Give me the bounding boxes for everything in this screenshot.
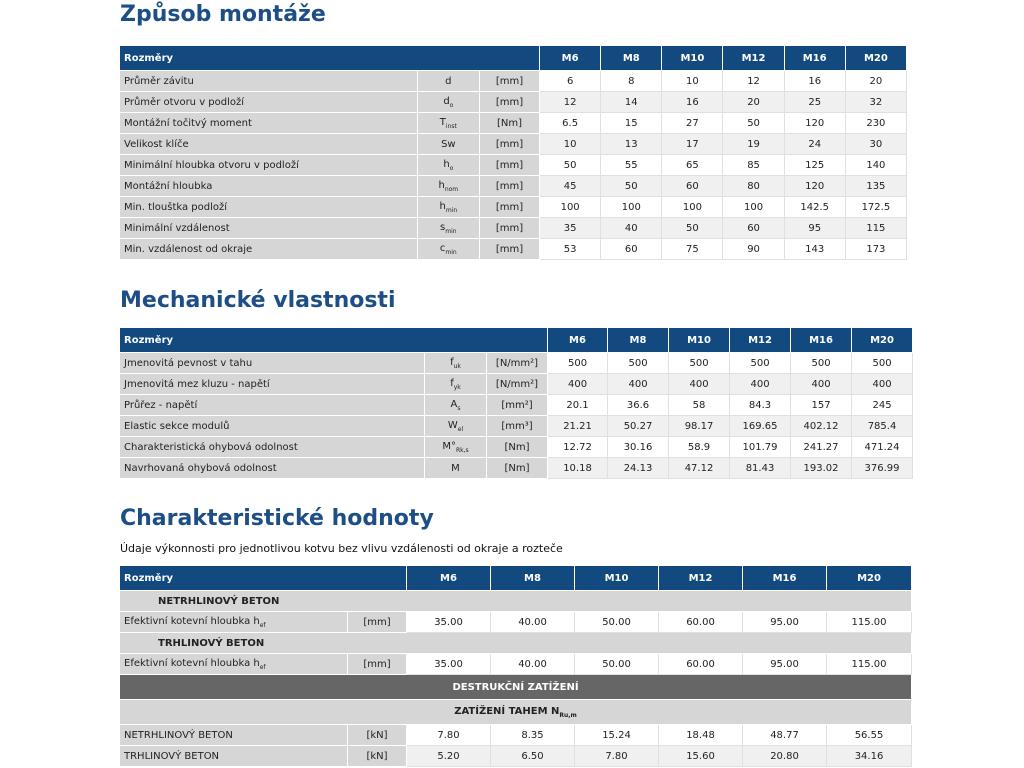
row-label-text: Efektivní kotevní hloubka h xyxy=(124,657,260,669)
row-label: Minimální hloubka otvoru v podloží xyxy=(120,155,418,176)
header-size: M6 xyxy=(407,566,491,591)
value-cell: 27 xyxy=(662,113,723,134)
value-cell: 400 xyxy=(608,374,669,395)
symbol: M° xyxy=(442,440,456,452)
value-cell: 7.80 xyxy=(407,725,491,746)
symbol-subscript: min xyxy=(445,248,457,256)
symbol: d xyxy=(443,95,450,107)
value-cell: 8.35 xyxy=(491,725,575,746)
value-cell: 500 xyxy=(669,353,730,374)
value-cell: 100 xyxy=(723,197,784,218)
header-size: M16 xyxy=(743,566,827,591)
value-cell: 115.00 xyxy=(827,612,912,633)
symbol-subscript: Rk,s xyxy=(455,446,469,454)
value-cell: 60 xyxy=(662,176,723,197)
symbol-cell xyxy=(417,155,479,176)
value-cell: 30.16 xyxy=(608,437,669,458)
band-tahem-subscript: Ru,m xyxy=(559,711,577,719)
value-cell: 15.60 xyxy=(659,746,743,767)
row-label: Průřez - napětí xyxy=(120,395,425,416)
value-cell: 95.00 xyxy=(743,612,827,633)
header-size: M12 xyxy=(730,328,791,353)
value-cell: 60.00 xyxy=(659,654,743,675)
value-cell: 500 xyxy=(852,353,913,374)
value-cell: 75 xyxy=(662,239,723,260)
table-char xyxy=(119,565,912,767)
value-cell: 12 xyxy=(540,92,601,113)
table-mech xyxy=(119,327,913,479)
symbol: f xyxy=(450,356,454,368)
unit-cell: [mm] xyxy=(348,654,407,675)
value-cell: 20 xyxy=(723,92,784,113)
row-label: Jmenovitá pevnost v tahu xyxy=(120,353,425,374)
symbol-subscript: nom xyxy=(444,185,459,193)
band-tahem xyxy=(120,700,912,725)
row-label: Průměr závitu xyxy=(120,71,418,92)
value-cell: 25 xyxy=(784,92,845,113)
symbol-cell xyxy=(425,458,487,479)
value-cell: 58.9 xyxy=(669,437,730,458)
value-cell: 47.12 xyxy=(669,458,730,479)
value-cell: 13 xyxy=(601,134,662,155)
value-cell: 143 xyxy=(784,239,845,260)
header-rozmery: Rozměry xyxy=(120,46,540,71)
label-subscript: ef xyxy=(259,663,266,671)
value-cell: 100 xyxy=(540,197,601,218)
row-label: TRHLINOVÝ BETON xyxy=(120,746,348,767)
value-cell: 500 xyxy=(730,353,791,374)
table-row xyxy=(120,176,907,197)
table-row xyxy=(120,700,912,725)
value-cell: 785.4 xyxy=(852,416,913,437)
value-cell: 400 xyxy=(548,374,608,395)
value-cell: 20.80 xyxy=(743,746,827,767)
value-cell: 400 xyxy=(730,374,791,395)
value-cell: 81.43 xyxy=(730,458,791,479)
unit-cell: [mm] xyxy=(479,92,539,113)
value-cell: 58 xyxy=(669,395,730,416)
unit-cell: [mm] xyxy=(479,71,539,92)
row-label xyxy=(120,654,348,675)
header-size: M6 xyxy=(548,328,608,353)
value-cell: 193.02 xyxy=(791,458,852,479)
table-row xyxy=(120,416,913,437)
header-size: M10 xyxy=(575,566,659,591)
value-cell: 241.27 xyxy=(791,437,852,458)
value-cell: 18.48 xyxy=(659,725,743,746)
unit-cell: [mm²] xyxy=(487,395,548,416)
value-cell: 169.65 xyxy=(730,416,791,437)
symbol-subscript: o xyxy=(449,101,454,109)
table-row xyxy=(120,239,907,260)
unit-cell: [Nm] xyxy=(487,437,548,458)
value-cell: 14 xyxy=(601,92,662,113)
value-cell: 10 xyxy=(662,71,723,92)
symbol-subscript: s xyxy=(457,404,461,412)
value-cell: 7.80 xyxy=(575,746,659,767)
value-cell: 95 xyxy=(784,218,845,239)
value-cell: 245 xyxy=(852,395,913,416)
section-title-char: Charakteristické hodnoty xyxy=(120,506,434,531)
value-cell: 400 xyxy=(669,374,730,395)
header-size: M8 xyxy=(491,566,575,591)
value-cell: 24 xyxy=(784,134,845,155)
table-row xyxy=(120,155,907,176)
symbol-subscript: uk xyxy=(453,362,461,370)
subheader-netrhlinovy: NETRHLINOVÝ BETON xyxy=(120,591,912,612)
value-cell: 21.21 xyxy=(548,416,608,437)
symbol: T xyxy=(439,116,446,128)
value-cell: 50.00 xyxy=(575,654,659,675)
value-cell: 60 xyxy=(601,239,662,260)
symbol: A xyxy=(450,398,458,410)
section-description-char: Údaje výkonnosti pro jednotlivou kotvu bez vlivu vzdálenosti od okraje a rozteče xyxy=(120,542,563,555)
value-cell: 8 xyxy=(601,71,662,92)
value-cell: 471.24 xyxy=(852,437,913,458)
unit-cell: [mm] xyxy=(479,218,539,239)
row-label: Navrhovaná ohybová odolnost xyxy=(120,458,425,479)
symbol: W xyxy=(447,419,458,431)
symbol-cell xyxy=(425,395,487,416)
value-cell: 24.13 xyxy=(608,458,669,479)
value-cell: 100 xyxy=(601,197,662,218)
row-label: Elastic sekce modulů xyxy=(120,416,425,437)
table-row xyxy=(120,113,907,134)
value-cell: 230 xyxy=(845,113,906,134)
header-rozmery: Rozměry xyxy=(120,328,548,353)
value-cell: 80 xyxy=(723,176,784,197)
value-cell: 35 xyxy=(540,218,601,239)
header-size: M10 xyxy=(669,328,730,353)
symbol: f xyxy=(450,377,454,389)
value-cell: 157 xyxy=(791,395,852,416)
value-cell: 12 xyxy=(723,71,784,92)
symbol-cell xyxy=(417,134,479,155)
value-cell: 12.72 xyxy=(548,437,608,458)
value-cell: 120 xyxy=(784,113,845,134)
value-cell: 45 xyxy=(540,176,601,197)
value-cell: 48.77 xyxy=(743,725,827,746)
value-cell: 56.55 xyxy=(827,725,912,746)
row-label: Minimální vzdálenost xyxy=(120,218,418,239)
unit-cell: [mm³] xyxy=(487,416,548,437)
value-cell: 19 xyxy=(723,134,784,155)
value-cell: 50 xyxy=(662,218,723,239)
row-label: Charakteristická ohybová odolnost xyxy=(120,437,425,458)
value-cell: 140 xyxy=(845,155,906,176)
symbol: M xyxy=(451,462,460,474)
value-cell: 6 xyxy=(540,71,601,92)
unit-cell: [mm] xyxy=(479,134,539,155)
value-cell: 20 xyxy=(845,71,906,92)
table-row xyxy=(120,746,912,767)
table-row xyxy=(120,675,912,700)
symbol: s xyxy=(440,221,446,233)
symbol-subscript: inst xyxy=(445,122,457,130)
row-label: Montážní točitvý moment xyxy=(120,113,418,134)
value-cell: 35.00 xyxy=(407,612,491,633)
symbol: h xyxy=(438,179,445,191)
value-cell: 500 xyxy=(548,353,608,374)
value-cell: 40.00 xyxy=(491,612,575,633)
header-size: M8 xyxy=(608,328,669,353)
value-cell: 95.00 xyxy=(743,654,827,675)
table-row xyxy=(120,134,907,155)
table-row xyxy=(120,725,912,746)
value-cell: 50.27 xyxy=(608,416,669,437)
subheader-trhlinovy: TRHLINOVÝ BETON xyxy=(120,633,912,654)
value-cell: 101.79 xyxy=(730,437,791,458)
value-cell: 100 xyxy=(662,197,723,218)
symbol: d xyxy=(445,75,452,87)
row-label: Min. vzdálenost od okraje xyxy=(120,239,418,260)
row-label: Velikost klíče xyxy=(120,134,418,155)
value-cell: 53 xyxy=(540,239,601,260)
symbol: c xyxy=(439,242,446,254)
value-cell: 173 xyxy=(845,239,906,260)
value-cell: 115 xyxy=(845,218,906,239)
symbol: Sw xyxy=(441,138,456,150)
value-cell: 50 xyxy=(601,176,662,197)
unit-cell: [mm] xyxy=(479,197,539,218)
table-row xyxy=(120,374,913,395)
value-cell: 35.00 xyxy=(407,654,491,675)
unit-cell: [mm] xyxy=(479,176,539,197)
table-row xyxy=(120,71,907,92)
header-size: M8 xyxy=(601,46,662,71)
table-row xyxy=(120,654,912,675)
header-size: M16 xyxy=(791,328,852,353)
band-destrukcni: DESTRUKČNÍ ZATÍŽENÍ xyxy=(120,675,912,700)
symbol-subscript: el xyxy=(457,425,464,433)
unit-cell: [Nm] xyxy=(487,458,548,479)
value-cell: 115.00 xyxy=(827,654,912,675)
header-size: M20 xyxy=(827,566,912,591)
value-cell: 402.12 xyxy=(791,416,852,437)
label-subscript: ef xyxy=(259,621,266,629)
value-cell: 400 xyxy=(791,374,852,395)
value-cell: 10 xyxy=(540,134,601,155)
value-cell: 60.00 xyxy=(659,612,743,633)
unit-cell: [mm] xyxy=(479,155,539,176)
unit-cell: [kN] xyxy=(348,746,407,767)
symbol-subscript: min xyxy=(445,227,457,235)
symbol: h xyxy=(443,158,450,170)
header-size: M10 xyxy=(662,46,723,71)
unit-cell: [kN] xyxy=(348,725,407,746)
value-cell: 376.99 xyxy=(852,458,913,479)
header-size: M12 xyxy=(659,566,743,591)
value-cell: 50.00 xyxy=(575,612,659,633)
table-row xyxy=(120,591,912,612)
band-tahem-text: ZATÍŽENÍ TAHEM N xyxy=(454,705,560,717)
value-cell: 34.16 xyxy=(827,746,912,767)
value-cell: 135 xyxy=(845,176,906,197)
symbol-cell xyxy=(417,92,479,113)
symbol-cell xyxy=(417,218,479,239)
unit-cell: [N/mm²] xyxy=(487,353,548,374)
symbol-subscript: yk xyxy=(453,383,461,391)
value-cell: 84.3 xyxy=(730,395,791,416)
value-cell: 90 xyxy=(723,239,784,260)
value-cell: 65 xyxy=(662,155,723,176)
unit-cell: [Nm] xyxy=(479,113,539,134)
value-cell: 120 xyxy=(784,176,845,197)
value-cell: 55 xyxy=(601,155,662,176)
value-cell: 500 xyxy=(608,353,669,374)
value-cell: 98.17 xyxy=(669,416,730,437)
header-size: M12 xyxy=(723,46,784,71)
header-size: M20 xyxy=(852,328,913,353)
symbol-cell xyxy=(425,353,487,374)
value-cell: 17 xyxy=(662,134,723,155)
value-cell: 500 xyxy=(791,353,852,374)
symbol-cell xyxy=(417,176,479,197)
row-label: Min. tlouštka podloží xyxy=(120,197,418,218)
table-row xyxy=(120,437,913,458)
row-label: Montážní hloubka xyxy=(120,176,418,197)
row-label: Jmenovitá mez kluzu - napětí xyxy=(120,374,425,395)
header-rozmery: Rozměry xyxy=(120,566,407,591)
header-size: M16 xyxy=(784,46,845,71)
table-row xyxy=(120,612,912,633)
value-cell: 60 xyxy=(723,218,784,239)
value-cell: 5.20 xyxy=(407,746,491,767)
table-row xyxy=(120,458,913,479)
value-cell: 50 xyxy=(540,155,601,176)
table-row xyxy=(120,92,907,113)
table-row xyxy=(120,633,912,654)
section-title-montaz: Způsob montáže xyxy=(120,2,326,27)
value-cell: 6.5 xyxy=(540,113,601,134)
section-title-mech: Mechanické vlastnosti xyxy=(120,288,396,313)
value-cell: 85 xyxy=(723,155,784,176)
value-cell: 125 xyxy=(784,155,845,176)
row-label: Průměr otvoru v podloží xyxy=(120,92,418,113)
table-row xyxy=(120,197,907,218)
value-cell: 400 xyxy=(852,374,913,395)
symbol-cell xyxy=(425,416,487,437)
value-cell: 16 xyxy=(662,92,723,113)
row-label-text: Efektivní kotevní hloubka h xyxy=(124,615,260,627)
value-cell: 40 xyxy=(601,218,662,239)
symbol-cell xyxy=(417,239,479,260)
header-size: M20 xyxy=(845,46,906,71)
table-row xyxy=(120,353,913,374)
symbol-cell xyxy=(417,197,479,218)
value-cell: 10.18 xyxy=(548,458,608,479)
value-cell: 30 xyxy=(845,134,906,155)
row-label: NETRHLINOVÝ BETON xyxy=(120,725,348,746)
symbol-cell xyxy=(417,113,479,134)
unit-cell: [mm] xyxy=(348,612,407,633)
value-cell: 50 xyxy=(723,113,784,134)
symbol: h xyxy=(439,200,446,212)
value-cell: 142.5 xyxy=(784,197,845,218)
symbol-cell xyxy=(425,374,487,395)
value-cell: 172.5 xyxy=(845,197,906,218)
symbol-cell xyxy=(425,437,487,458)
unit-cell: [N/mm²] xyxy=(487,374,548,395)
value-cell: 40.00 xyxy=(491,654,575,675)
value-cell: 20.1 xyxy=(548,395,608,416)
value-cell: 6.50 xyxy=(491,746,575,767)
table-row xyxy=(120,218,907,239)
value-cell: 15 xyxy=(601,113,662,134)
value-cell: 16 xyxy=(784,71,845,92)
table-montaz xyxy=(119,45,907,260)
value-cell: 15.24 xyxy=(575,725,659,746)
symbol-cell xyxy=(417,71,479,92)
unit-cell: [mm] xyxy=(479,239,539,260)
symbol-subscript: min xyxy=(445,206,458,214)
value-cell: 32 xyxy=(845,92,906,113)
value-cell: 36.6 xyxy=(608,395,669,416)
row-label xyxy=(120,612,348,633)
header-size: M6 xyxy=(540,46,601,71)
symbol-subscript: o xyxy=(449,164,454,172)
table-row xyxy=(120,395,913,416)
